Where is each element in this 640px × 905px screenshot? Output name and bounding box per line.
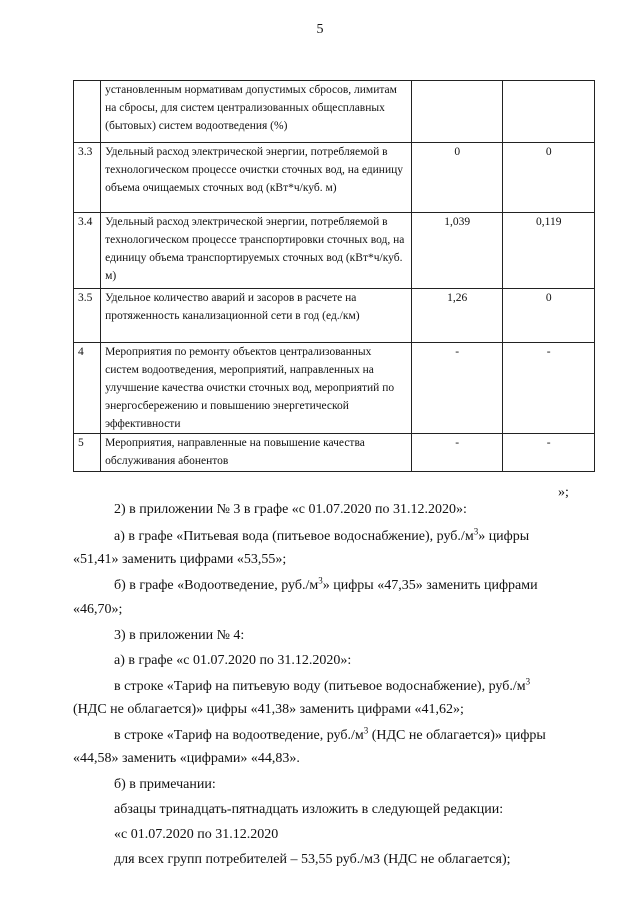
row-number: 5	[74, 434, 101, 472]
paragraph-appendix-3: 2) в приложении № 3 в графе «с 01.07.2020 по 31.12.2020»:	[114, 502, 467, 517]
row-description: установленным нормативам допустимых сбросов, лимитам на сбросы, для систем централизованных общесплавных (бытовых) систем водоотведения (%)	[101, 81, 412, 143]
paragraph-drinking-water-a: а) в графе «Питьевая вода (питьевое водоснабжение), $руб./м^3$» цифры	[114, 526, 530, 544]
table-closing-quote: »;	[558, 485, 569, 500]
row-value-1: 0	[411, 143, 503, 213]
page-number: 5	[316, 22, 324, 37]
row-description: Удельный расход электрической энергии, потребляемой в технологическом процессе очистки сточных вод, на единицу объема очищаемых сточных вод (кВт*ч/куб. м)	[101, 143, 412, 213]
row-description: Удельное количество аварий и засоров в расчете на протяженность канализационной сети в год (ед./км)	[101, 289, 412, 343]
row-value-1: -	[411, 343, 503, 434]
row-number: 3.5	[74, 289, 101, 343]
paragraph-tariff-sewerage-a: в строке «Тариф на водоотведение, $руб./м^3$ (НДС не облагается)» цифры	[114, 725, 546, 743]
paragraph-all-groups: для всех групп потребителей – 53,55 руб./м3 (НДС не облагается);	[114, 852, 511, 867]
row-number: 4	[74, 343, 101, 434]
paragraph-sewerage-a: б) в графе «Водоотведение, $руб./м^3$» цифры «47,35» заменить цифрами	[114, 575, 538, 593]
paragraph-period: «с 01.07.2020 по 31.12.2020	[114, 827, 279, 842]
table-row	[74, 213, 595, 289]
row-description: Мероприятия, направленные на повышение качества обслуживания абонентов	[101, 434, 412, 472]
paragraph-sewerage-b: «46,70»;	[73, 602, 123, 617]
row-number	[74, 81, 101, 143]
row-value-2	[503, 81, 595, 143]
row-value-1	[411, 81, 503, 143]
table-row	[74, 143, 595, 213]
table-row	[74, 343, 595, 434]
row-value-1: 1,039	[411, 213, 503, 289]
paragraph-drinking-water-b: «51,41» заменить цифрами «53,55»;	[73, 552, 287, 567]
table-row	[74, 289, 595, 343]
paragraph-note: б) в примечании:	[114, 777, 216, 792]
paragraph-tariff-sewerage-b: «44,58» заменить «цифрами» «44,83».	[73, 751, 300, 766]
row-number: 3.3	[74, 143, 101, 213]
row-value-2: -	[503, 434, 595, 472]
row-value-1: 1,26	[411, 289, 503, 343]
paragraph-column-period: а) в графе «с 01.07.2020 по 31.12.2020»:	[114, 653, 352, 668]
row-value-2: 0,119	[503, 213, 595, 289]
table-row	[74, 81, 595, 143]
indicators-table	[73, 80, 595, 472]
row-value-1: -	[411, 434, 503, 472]
paragraph-tariff-water-b: (НДС не облагается)» цифры «41,38» заменить цифрами «41,62»;	[73, 702, 464, 717]
paragraph-abzacy: абзацы тринадцать-пятнадцать изложить в следующей редакции:	[114, 802, 504, 817]
table-row	[74, 434, 595, 472]
row-description: Удельный расход электрической энергии, потребляемой в технологическом процессе транспортировки сточных вод, на единицу объема транспортируемых сточных вод (кВт*ч/куб. м)	[101, 213, 412, 289]
row-description: Мероприятия по ремонту объектов централизованных систем водоотведения, мероприятий, направленных на улучшение качества очистки сточных вод, мероприятий по энергосбережению и повышению энергетической эффективности	[101, 343, 412, 434]
row-number: 3.4	[74, 213, 101, 289]
row-value-2: 0	[503, 289, 595, 343]
paragraph-appendix-4: 3) в приложении № 4:	[114, 628, 245, 643]
row-value-2: -	[503, 343, 595, 434]
paragraph-tariff-water-a: в строке «Тариф на питьевую воду (питьевое водоснабжение), $руб./м^3$	[114, 676, 531, 694]
row-value-2: 0	[503, 143, 595, 213]
